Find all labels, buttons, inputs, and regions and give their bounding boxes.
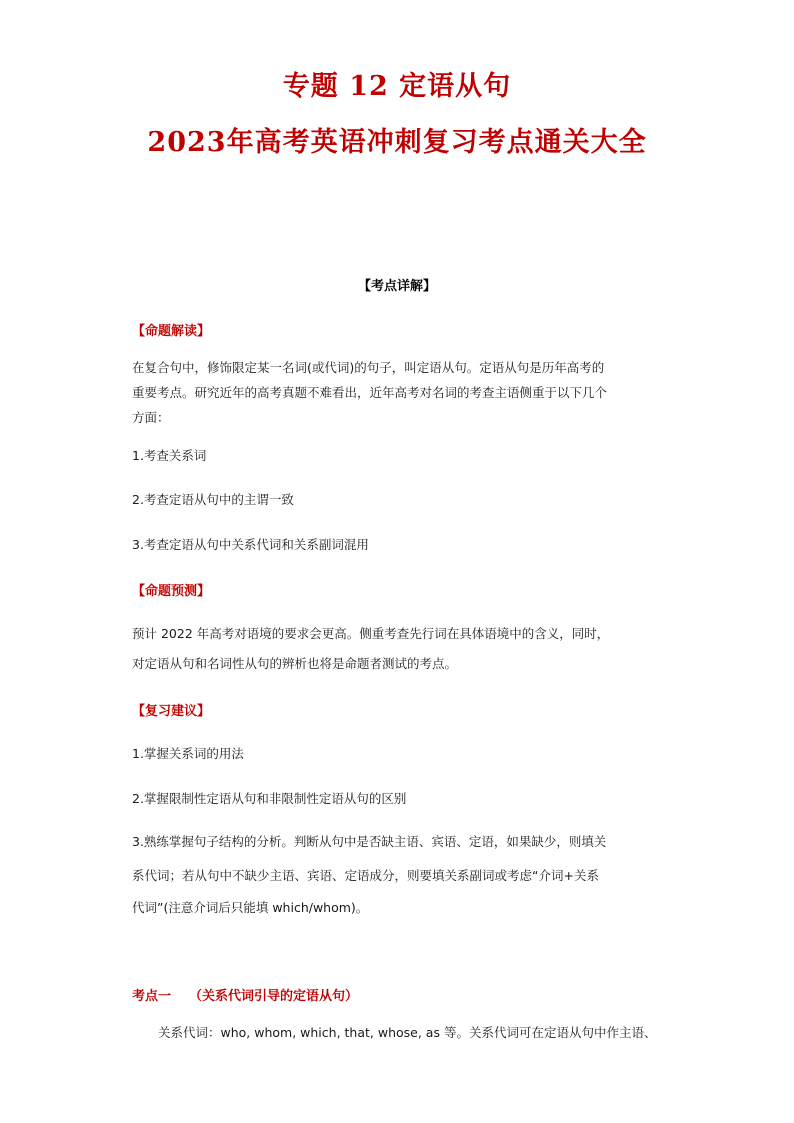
point-one-label: 考点一	[132, 989, 172, 1004]
advice-item-2: 2.掌握限制性定语从句和非限制性定语从句的区别	[132, 791, 407, 806]
point-one-heading	[132, 985, 358, 1004]
intro-line-1: 在复合句中，修饰限定某一名词(或代词)的句子，叫定语从句。定语从句是历年高考的	[132, 360, 605, 375]
document-title-line1: 专题 12 定语从句	[282, 71, 512, 102]
intro-line-2: 重要考点。研究近年的高考真题不难看出，近年高考对名词的考查主语侧重于以下几个	[132, 385, 608, 400]
intro-item-3: 3.考查定语从句中关系代词和关系副词混用	[132, 537, 369, 552]
section-title: 【考点详解】	[357, 279, 436, 294]
advice-item-3-line-1: 3.熟练掌握句子结构的分析。判断从句中是否缺主语、宾语、定语，如果缺少，则填关	[132, 834, 607, 849]
heading-forecast: 【命题预测】	[132, 584, 211, 599]
intro-line-3: 方面：	[132, 410, 170, 425]
intro-item-2: 2.考查定语从句中的主谓一致	[132, 492, 294, 507]
heading-interpretation: 【命题解读】	[132, 324, 211, 339]
point-one-first-line: 关系代词：who, whom, which, that, whose, as 等。关系代词可在定语从句中作主语、	[158, 1025, 657, 1040]
forecast-line-2: 对定语从句和名词性从句的辨析也将是命题者测试的考点。	[132, 656, 458, 671]
advice-item-3-line-2: 系代词；若从句中不缺少主语、宾语、定语成分，则要填关系副词或考虑“介词+关系	[132, 868, 599, 883]
intro-item-1: 1.考查关系词	[132, 448, 207, 463]
document-title-line2: 2023年高考英语冲刺复习考点通关大全	[147, 127, 647, 158]
point-one-subtitle: （关系代词引导的定语从句）	[189, 989, 359, 1004]
forecast-line-1: 预计 2022 年高考对语境的要求会更高。侧重考查先行词在具体语境中的含义，同时，	[132, 626, 610, 641]
advice-item-3-line-3: 代词”(注意介词后只能填 which/whom)。	[132, 900, 369, 915]
heading-advice: 【复习建议】	[132, 704, 211, 719]
advice-item-1: 1.掌握关系词的用法	[132, 746, 244, 761]
